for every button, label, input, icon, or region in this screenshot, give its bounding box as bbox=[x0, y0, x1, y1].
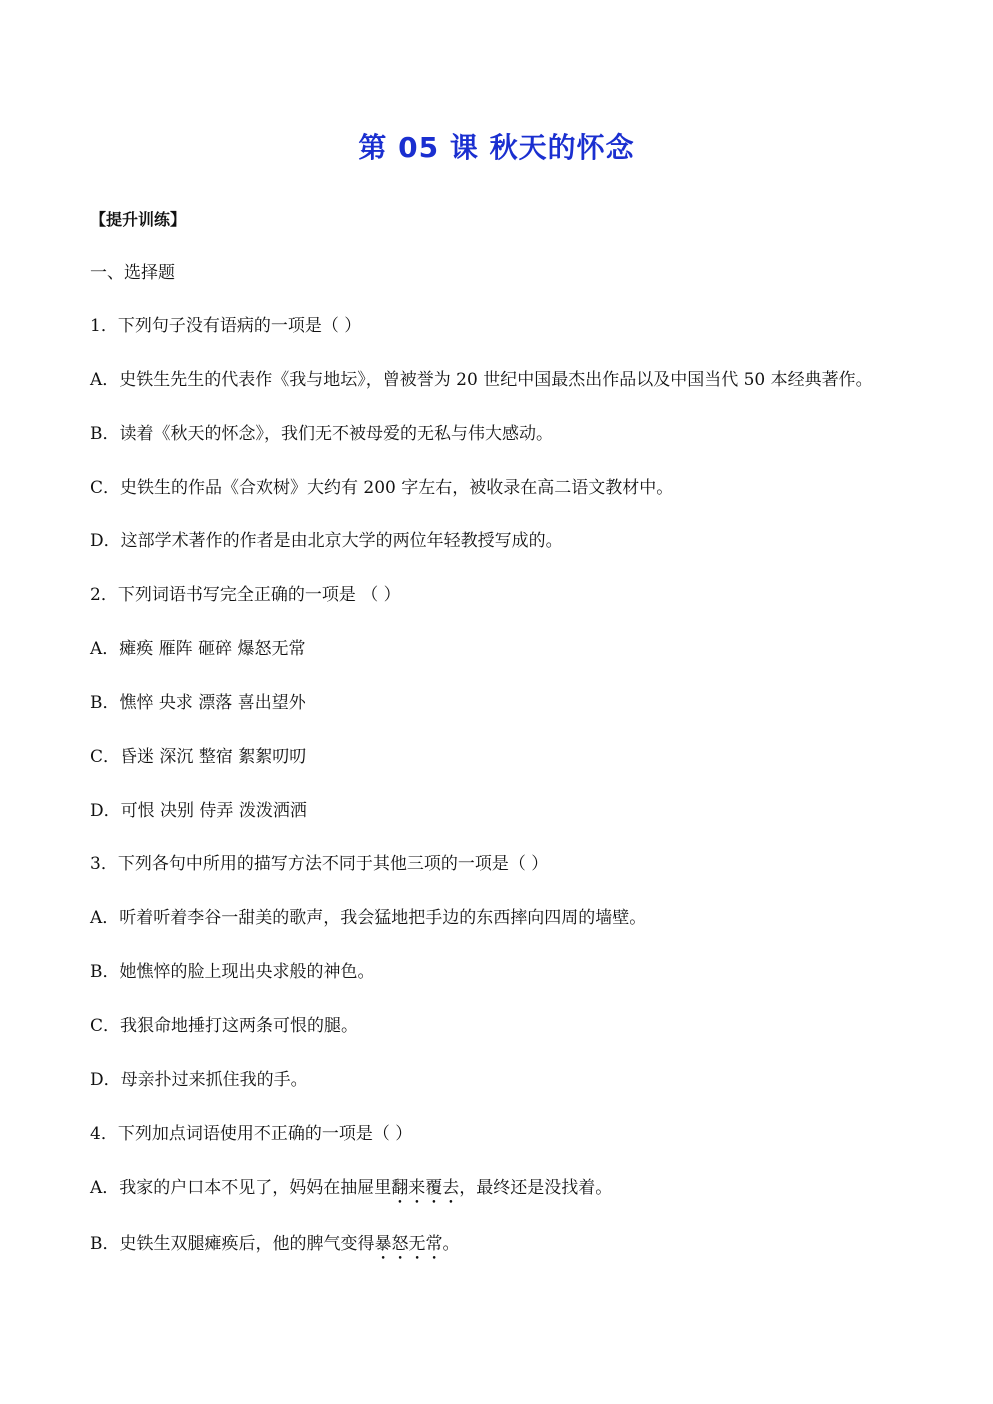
dotted-phrase: 翻来覆去 bbox=[391, 1178, 460, 1198]
question-2-stem: 2．下列词语书写完全正确的一项是 （ ） bbox=[90, 585, 401, 605]
question-2-option-d: D．可恨 决别 侍弄 泼泼洒洒 bbox=[90, 801, 307, 821]
question-2-option-a: A．瘫痪 雁阵 砸碎 爆怒无常 bbox=[90, 639, 306, 659]
question-3-option-a: A．听着听着李谷一甜美的歌声，我会猛地把手边的东西摔向四周的墙壁。 bbox=[90, 908, 647, 928]
dotted-phrase: 暴怒无常 bbox=[374, 1234, 443, 1254]
question-4-option-b bbox=[90, 1232, 460, 1264]
question-1-option-d: D．这部学术著作的作者是由北京大学的两位年轻教授写成的。 bbox=[90, 531, 563, 551]
option-text-after: ，最终还是没找着。 bbox=[459, 1178, 613, 1198]
question-2-option-b: B．憔悴 央求 漂落 喜出望外 bbox=[90, 693, 306, 713]
question-3-option-b: B．她憔悴的脸上现出央求般的神色。 bbox=[90, 962, 375, 982]
option-text-before: B．史铁生双腿瘫痪后，他的脾气变得 bbox=[90, 1234, 375, 1254]
page-title: 第 05 课 秋天的怀念 bbox=[358, 131, 635, 164]
question-1-stem: 1．下列句子没有语病的一项是（ ） bbox=[90, 316, 362, 336]
question-1-option-a: A．史铁生先生的代表作《我与地坛》，曾被誉为 20 世纪中国最杰出作品以及中国当代 50 本经典著作。 bbox=[90, 370, 873, 390]
option-text-after: 。 bbox=[442, 1234, 460, 1254]
question-3-stem: 3．下列各句中所用的描写方法不同于其他三项的一项是（ ） bbox=[90, 854, 549, 874]
section-label: 【提升训练】 bbox=[90, 210, 187, 229]
option-text-before: A．我家的户口本不见了，妈妈在抽屉里 bbox=[90, 1178, 392, 1198]
question-1-option-c: C．史铁生的作品《合欢树》大约有 200 字左右，被收录在高二语文教材中。 bbox=[90, 478, 674, 498]
question-1-option-b: B．读着《秋天的怀念》，我们无不被母爱的无私与伟大感动。 bbox=[90, 424, 553, 444]
question-4-option-a bbox=[90, 1176, 612, 1208]
question-3-option-c: C．我狠命地捶打这两条可恨的腿。 bbox=[90, 1016, 359, 1036]
part-heading: 一、选择题 bbox=[90, 263, 175, 283]
question-3-option-d: D．母亲扑过来抓住我的手。 bbox=[90, 1070, 308, 1090]
question-2-option-c: C．昏迷 深沉 整宿 絮絮叨叨 bbox=[90, 747, 307, 767]
question-4-stem: 4．下列加点词语使用不正确的一项是（ ） bbox=[90, 1124, 413, 1144]
